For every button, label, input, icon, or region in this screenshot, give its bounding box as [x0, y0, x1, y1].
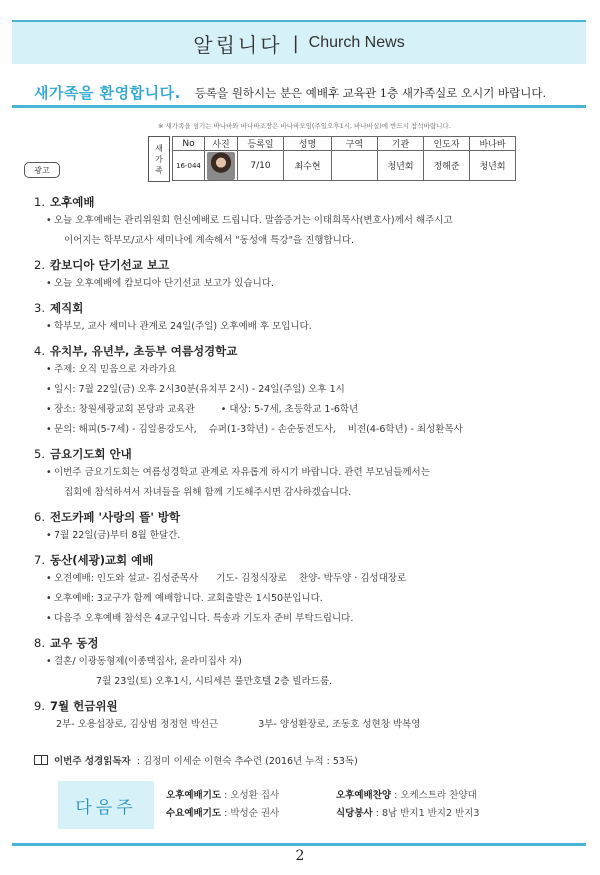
cell-name: 최수현: [284, 151, 332, 181]
next-week-box: [58, 781, 570, 829]
col-guide: 인도자: [424, 137, 470, 151]
col-no: No: [173, 137, 205, 151]
page-number: 2: [295, 848, 305, 864]
item-heading: 6. 전도카페 '사랑의 뜰' 방학: [34, 510, 181, 524]
item-bullet: • 오후예배: 3교구가 함께 예배합니다. 교회출발은 1시50분입니다.: [34, 589, 584, 609]
newfamily-table: [172, 136, 516, 181]
item-heading: 9. 7월 헌금위원: [34, 699, 118, 713]
item-bullet: • 주제: 오직 믿음으로 자라가요: [34, 360, 584, 380]
item-heading: 7. 동산(세광)교회 예배: [34, 553, 154, 567]
bottom-rule: [12, 843, 586, 846]
cell-barnabas: 청년회: [470, 151, 516, 181]
item-continuation: 7월 23일(토) 오후1시, 시티세븐 풀만호텔 2층 빌라드룸.: [96, 676, 333, 687]
item-bullet: • 학부모, 교사 세미나 관계로 24일(주일) 오후예배 후 모입니다.: [34, 317, 584, 337]
title-bar: [12, 20, 586, 64]
item-bullet: • 7월 22일(금)부터 8월 한달간.: [34, 526, 584, 546]
col-photo: 사진: [205, 137, 238, 151]
cell-guide: 정해준: [424, 151, 470, 181]
col-name: 성명: [284, 137, 332, 151]
item-heading: 3. 제직회: [34, 301, 84, 315]
col-district: 구역: [332, 137, 378, 151]
cell-district: [332, 151, 378, 181]
page-subtitle: Church News: [308, 34, 405, 51]
item-bullet: • 오늘 오후예배에 캄보디아 단기선교 보고가 있습니다.: [34, 274, 584, 294]
item-bullet: • 오전예배: 인도와 설교- 김성준목사 기도- 김정식장로 찬양- 박두양 · 김성대장로: [34, 569, 584, 589]
item-heading: 8. 교우 동정: [34, 636, 99, 650]
cell-photo: [205, 151, 238, 181]
item-bullet: • 오늘 오후예배는 관리위원회 헌신예배로 드립니다. 말씀증거는 이태희목사(변호사)께서 해주시고: [34, 211, 584, 231]
item-heading: 5. 금요기도회 안내: [34, 447, 132, 461]
item-bullet: • 장소: 창원세광교회 본당과 교육관 • 대상: 5-7세, 초등학교 1-6학년: [34, 400, 584, 420]
reading-text: : 김정미 이세순 이현숙 추수련 (2016년 누적 : 53독): [136, 756, 358, 767]
next-week-label: 다음주: [58, 781, 154, 829]
page-title: 알립니다: [193, 32, 283, 57]
table-row: [173, 151, 516, 181]
title-separator: |: [292, 32, 299, 54]
item-heading: 4. 유치부, 유년부, 초등부 여름성경학교: [34, 344, 238, 358]
cell-date: 7/10: [238, 151, 284, 181]
item-heading: 2. 캄보디아 단기선교 보고: [34, 258, 170, 272]
cell-org: 청년회: [378, 151, 424, 181]
item-bullet: • 문의: 해피(5-7세) - 김일용강도사, 슈퍼(1-3학년) - 손순동전도사, 비전(4-6학년) - 최성환목사: [34, 420, 584, 440]
col-date: 등록일: [238, 137, 284, 151]
col-org: 기관: [378, 137, 424, 151]
item-continuation: 이어지는 학부모/교사 세미나에 계속해서 "동성애 특강"을 진행합니다.: [64, 235, 355, 246]
member-photo: [207, 152, 235, 180]
barnabas-notice: ※ 새가족을 섬기는 바나바와 바나바조장은 바나바모임(주일오후1시, 바나바실)에 반드시 참석바랍니다.: [158, 122, 451, 130]
item-bullet: • 이번주 금요기도회는 여름성경학교 관계로 자유롭게 하시기 바랍니다. 관련 부모님들께서는: [34, 463, 584, 483]
item-bullet: • 결혼/ 이광동형제(이종택집사, 윤라미집사 자): [34, 652, 584, 672]
welcome-text: 등록을 원하시는 분은 예배후 교육관 1층 새가족실로 오시기 바랍니다.: [194, 85, 547, 100]
reading-label: 이번주 성경읽독자: [54, 756, 131, 767]
item-text: 2부- 오용섭장로, 김상범 정정헌 박선근 3부- 양성환장로, 조동호 성현창 박복영: [56, 719, 421, 730]
col-barnabas: 바나바: [470, 137, 516, 151]
item-continuation: 집회에 참석하셔서 자녀들을 위해 함께 기도해주시면 감사하겠습니다.: [64, 487, 352, 498]
ad-badge: 광고: [24, 162, 60, 178]
book-icon: [34, 755, 48, 765]
newfamily-label: 새 가 족: [148, 136, 170, 182]
item-bullet: • 다음주 오후예배 참석은 4교구입니다. 특송과 기도자 준비 부탁드립니다.: [34, 609, 584, 629]
table-header-row: [173, 137, 516, 151]
item-heading: 1. 오후예배: [34, 195, 95, 209]
next-week-grid: 오후예배기도 : 오성환 집사 수요예배기도 : 박성순 권사 오후예배찬양 : 오케스트라 찬양대 식당봉사 : 8남 반지1 반지2 반지3: [166, 790, 480, 819]
item-bullet: • 일시: 7월 22일(금) 오후 2시30분(유치부 2시) - 24일(주일) 오후 1시: [34, 380, 584, 400]
welcome-heading: 새가족을 환영합니다.: [34, 84, 181, 102]
announcement-list: [34, 188, 584, 735]
cell-no: 16-044: [173, 151, 205, 181]
welcome-banner: [12, 80, 586, 108]
bible-reading-line: [34, 753, 358, 767]
